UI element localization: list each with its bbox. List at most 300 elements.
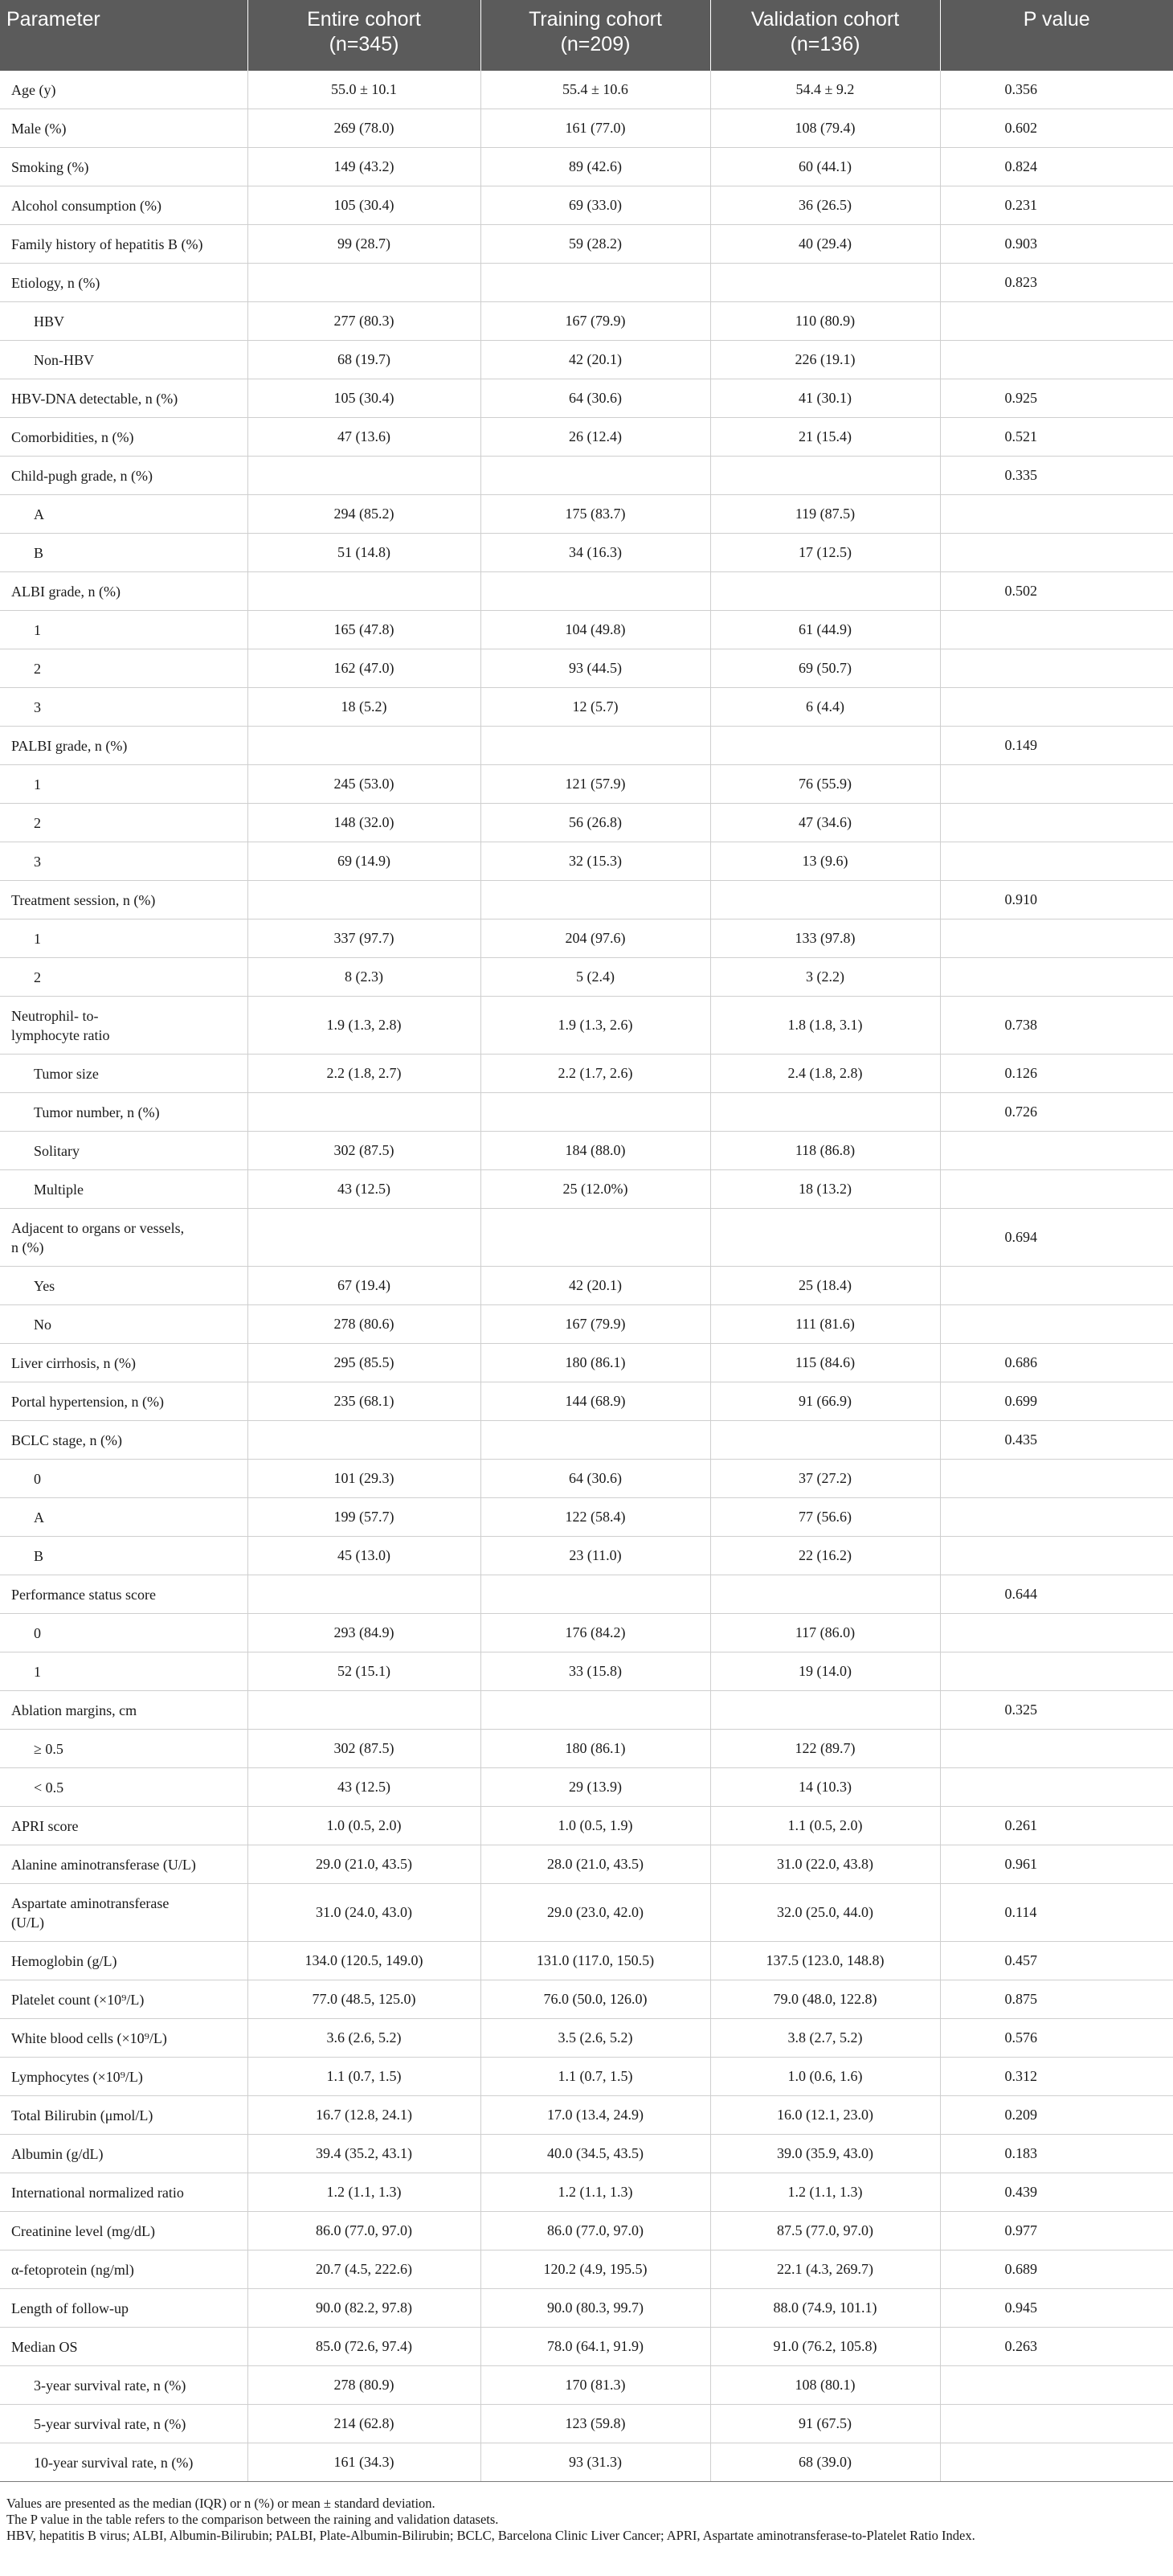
p-value-cell: 0.312 — [940, 2058, 1173, 2096]
table-row — [0, 1170, 1173, 1209]
header-validation-cohort-n: (n=136) — [790, 33, 860, 55]
training-cohort-cell: 1.0 (0.5, 1.9) — [480, 1807, 710, 1845]
training-cohort-cell: 104 (49.8) — [480, 611, 710, 649]
table-row — [0, 1768, 1173, 1807]
validation-cohort-cell: 16.0 (12.1, 23.0) — [710, 2096, 940, 2135]
p-value-cell: 0.521 — [940, 418, 1173, 457]
training-cohort-cell: 3.5 (2.6, 5.2) — [480, 2019, 710, 2058]
training-cohort-cell: 59 (28.2) — [480, 225, 710, 264]
training-cohort-cell: 40.0 (34.5, 43.5) — [480, 2135, 710, 2173]
table-row — [0, 2250, 1173, 2289]
header-p-value: P value — [940, 0, 1173, 71]
footnote-p-value: The P value in the table refers to the comparison between the raining and validation datasets. — [6, 2512, 499, 2527]
validation-cohort-cell: 79.0 (48.0, 122.8) — [710, 1980, 940, 2019]
training-cohort-cell: 122 (58.4) — [480, 1498, 710, 1537]
parameter-cell: Multiple — [0, 1170, 247, 1209]
p-value-cell: 0.502 — [940, 572, 1173, 611]
header-training-cohort-n: (n=209) — [560, 33, 631, 55]
validation-cohort-cell: 133 (97.8) — [710, 919, 940, 958]
validation-cohort-cell — [710, 1575, 940, 1614]
parameter-cell: HBV — [0, 302, 247, 341]
parameter-cell: 0 — [0, 1614, 247, 1652]
entire-cohort-cell: 20.7 (4.5, 222.6) — [247, 2250, 480, 2289]
entire-cohort-cell — [247, 1209, 480, 1267]
validation-cohort-cell: 76 (55.9) — [710, 765, 940, 804]
parameter-cell: Tumor number, n (%) — [0, 1093, 247, 1132]
table-row — [0, 109, 1173, 148]
training-cohort-cell — [480, 1421, 710, 1460]
entire-cohort-cell — [247, 1575, 480, 1614]
training-cohort-cell: 90.0 (80.3, 99.7) — [480, 2289, 710, 2328]
training-cohort-cell — [480, 457, 710, 495]
table-footnotes — [0, 2482, 1173, 2544]
parameter-cell: White blood cells (×10⁹/L) — [0, 2019, 247, 2058]
parameter-cell: 2 — [0, 958, 247, 997]
validation-cohort-cell: 69 (50.7) — [710, 649, 940, 688]
validation-cohort-cell: 108 (79.4) — [710, 109, 940, 148]
entire-cohort-cell: 1.2 (1.1, 1.3) — [247, 2173, 480, 2212]
table-row — [0, 2173, 1173, 2212]
table-row — [0, 2019, 1173, 2058]
table-row — [0, 1980, 1173, 2019]
training-cohort-cell: 2.2 (1.7, 2.6) — [480, 1055, 710, 1093]
parameter-line: lymphocyte ratio — [11, 1026, 110, 1043]
parameter-cell: Performance status score — [0, 1575, 247, 1614]
training-cohort-cell: 180 (86.1) — [480, 1730, 710, 1768]
table-body — [0, 71, 1173, 2482]
p-value-cell — [940, 1305, 1173, 1344]
table-row — [0, 1537, 1173, 1575]
parameter-cell: 1 — [0, 919, 247, 958]
validation-cohort-cell: 32.0 (25.0, 44.0) — [710, 1884, 940, 1942]
entire-cohort-cell: 101 (29.3) — [247, 1460, 480, 1498]
table-row — [0, 1884, 1173, 1942]
training-cohort-cell — [480, 881, 710, 919]
p-value-cell — [940, 495, 1173, 534]
training-cohort-cell — [480, 1691, 710, 1730]
training-cohort-cell — [480, 264, 710, 302]
training-cohort-cell: 123 (59.8) — [480, 2405, 710, 2443]
parameter-cell: 10-year survival rate, n (%) — [0, 2443, 247, 2482]
p-value-cell — [940, 1498, 1173, 1537]
table-row — [0, 2405, 1173, 2443]
parameter-line: Aspartate aminotransferase — [11, 1894, 170, 1911]
parameter-cell: APRI score — [0, 1807, 247, 1845]
entire-cohort-cell: 99 (28.7) — [247, 225, 480, 264]
validation-cohort-cell: 91 (66.9) — [710, 1382, 940, 1421]
validation-cohort-cell: 91.0 (76.2, 105.8) — [710, 2328, 940, 2366]
p-value-cell — [940, 1170, 1173, 1209]
entire-cohort-cell: 77.0 (48.5, 125.0) — [247, 1980, 480, 2019]
p-value-cell: 0.231 — [940, 186, 1173, 225]
entire-cohort-cell: 31.0 (24.0, 43.0) — [247, 1884, 480, 1942]
parameter-cell: Non-HBV — [0, 341, 247, 379]
entire-cohort-cell: 2.2 (1.8, 2.7) — [247, 1055, 480, 1093]
entire-cohort-cell: 302 (87.5) — [247, 1132, 480, 1170]
entire-cohort-cell: 39.4 (35.2, 43.1) — [247, 2135, 480, 2173]
training-cohort-cell: 55.4 ± 10.6 — [480, 71, 710, 109]
parameter-cell: Lymphocytes (×10⁹/L) — [0, 2058, 247, 2096]
entire-cohort-cell: 162 (47.0) — [247, 649, 480, 688]
table-row — [0, 881, 1173, 919]
p-value-cell: 0.875 — [940, 1980, 1173, 2019]
validation-cohort-cell: 17 (12.5) — [710, 534, 940, 572]
training-cohort-cell: 167 (79.9) — [480, 1305, 710, 1344]
validation-cohort-cell: 88.0 (74.9, 101.1) — [710, 2289, 940, 2328]
p-value-cell: 0.694 — [940, 1209, 1173, 1267]
table-row — [0, 1267, 1173, 1305]
table-row — [0, 611, 1173, 649]
validation-cohort-cell: 14 (10.3) — [710, 1768, 940, 1807]
training-cohort-cell: 1.9 (1.3, 2.6) — [480, 997, 710, 1055]
table-row — [0, 1093, 1173, 1132]
validation-cohort-cell: 110 (80.9) — [710, 302, 940, 341]
p-value-cell: 0.183 — [940, 2135, 1173, 2173]
validation-cohort-cell: 21 (15.4) — [710, 418, 940, 457]
table-row — [0, 495, 1173, 534]
validation-cohort-cell: 68 (39.0) — [710, 2443, 940, 2482]
validation-cohort-cell: 40 (29.4) — [710, 225, 940, 264]
entire-cohort-cell: 16.7 (12.8, 24.1) — [247, 2096, 480, 2135]
table-row — [0, 1421, 1173, 1460]
parameter-cell: 5-year survival rate, n (%) — [0, 2405, 247, 2443]
training-cohort-cell: 25 (12.0%) — [480, 1170, 710, 1209]
entire-cohort-cell: 29.0 (21.0, 43.5) — [247, 1845, 480, 1884]
footnote-values-presented: Values are presented as the median (IQR) or n (%) or mean ± standard deviation. — [6, 2496, 435, 2511]
p-value-cell: 0.726 — [940, 1093, 1173, 1132]
training-cohort-cell: 64 (30.6) — [480, 1460, 710, 1498]
training-cohort-cell: 69 (33.0) — [480, 186, 710, 225]
parameter-cell: HBV-DNA detectable, n (%) — [0, 379, 247, 418]
p-value-cell — [940, 534, 1173, 572]
entire-cohort-cell: 1.0 (0.5, 2.0) — [247, 1807, 480, 1845]
parameter-cell: Length of follow-up — [0, 2289, 247, 2328]
table-row — [0, 1691, 1173, 1730]
training-cohort-cell: 93 (31.3) — [480, 2443, 710, 2482]
p-value-cell: 0.699 — [940, 1382, 1173, 1421]
parameter-cell: International normalized ratio — [0, 2173, 247, 2212]
entire-cohort-cell: 148 (32.0) — [247, 804, 480, 842]
validation-cohort-cell: 1.2 (1.1, 1.3) — [710, 2173, 940, 2212]
p-value-cell — [940, 1460, 1173, 1498]
training-cohort-cell: 34 (16.3) — [480, 534, 710, 572]
table-row — [0, 148, 1173, 186]
training-cohort-cell: 175 (83.7) — [480, 495, 710, 534]
validation-cohort-cell: 1.1 (0.5, 2.0) — [710, 1807, 940, 1845]
p-value-cell: 0.261 — [940, 1807, 1173, 1845]
validation-cohort-cell: 60 (44.1) — [710, 148, 940, 186]
entire-cohort-cell: 1.1 (0.7, 1.5) — [247, 2058, 480, 2096]
header-entire-cohort — [247, 0, 480, 71]
table-row — [0, 2058, 1173, 2096]
entire-cohort-cell: 45 (13.0) — [247, 1537, 480, 1575]
p-value-cell: 0.209 — [940, 2096, 1173, 2135]
entire-cohort-cell: 55.0 ± 10.1 — [247, 71, 480, 109]
p-value-cell: 0.263 — [940, 2328, 1173, 2366]
parameter-cell: Comorbidities, n (%) — [0, 418, 247, 457]
p-value-cell: 0.738 — [940, 997, 1173, 1055]
p-value-cell — [940, 341, 1173, 379]
entire-cohort-cell: 86.0 (77.0, 97.0) — [247, 2212, 480, 2250]
training-cohort-cell: 33 (15.8) — [480, 1652, 710, 1691]
training-cohort-cell — [480, 1093, 710, 1132]
validation-cohort-cell: 2.4 (1.8, 2.8) — [710, 1055, 940, 1093]
training-cohort-cell: 1.2 (1.1, 1.3) — [480, 2173, 710, 2212]
p-value-cell — [940, 1730, 1173, 1768]
validation-cohort-cell: 54.4 ± 9.2 — [710, 71, 940, 109]
parameter-line: (U/L) — [11, 1914, 44, 1931]
table-row — [0, 225, 1173, 264]
parameter-cell: Male (%) — [0, 109, 247, 148]
table-row — [0, 1132, 1173, 1170]
p-value-cell — [940, 649, 1173, 688]
parameter-cell: B — [0, 534, 247, 572]
validation-cohort-cell: 119 (87.5) — [710, 495, 940, 534]
table-row — [0, 1344, 1173, 1382]
p-value-cell: 0.689 — [940, 2250, 1173, 2289]
parameter-cell: 2 — [0, 804, 247, 842]
parameter-cell: Ablation margins, cm — [0, 1691, 247, 1730]
entire-cohort-cell: 161 (34.3) — [247, 2443, 480, 2482]
parameter-cell: Solitary — [0, 1132, 247, 1170]
validation-cohort-cell: 37 (27.2) — [710, 1460, 940, 1498]
table-row — [0, 2289, 1173, 2328]
parameter-cell: Smoking (%) — [0, 148, 247, 186]
training-cohort-cell — [480, 572, 710, 611]
parameter-cell: Etiology, n (%) — [0, 264, 247, 302]
entire-cohort-cell: 69 (14.9) — [247, 842, 480, 881]
parameter-cell: PALBI grade, n (%) — [0, 727, 247, 765]
parameter-cell: Creatinine level (mg/dL) — [0, 2212, 247, 2250]
table-row — [0, 379, 1173, 418]
entire-cohort-cell: 295 (85.5) — [247, 1344, 480, 1382]
p-value-cell: 0.977 — [940, 2212, 1173, 2250]
p-value-cell: 0.824 — [940, 148, 1173, 186]
header-entire-cohort-label: Entire cohort — [307, 8, 421, 31]
validation-cohort-cell: 87.5 (77.0, 97.0) — [710, 2212, 940, 2250]
entire-cohort-cell: 105 (30.4) — [247, 379, 480, 418]
training-cohort-cell: 131.0 (117.0, 150.5) — [480, 1942, 710, 1980]
parameter-cell: Hemoglobin (g/L) — [0, 1942, 247, 1980]
parameter-cell: Liver cirrhosis, n (%) — [0, 1344, 247, 1382]
parameter-cell: 3 — [0, 842, 247, 881]
training-cohort-cell: 78.0 (64.1, 91.9) — [480, 2328, 710, 2366]
entire-cohort-cell: 43 (12.5) — [247, 1768, 480, 1807]
training-cohort-cell: 26 (12.4) — [480, 418, 710, 457]
validation-cohort-cell: 226 (19.1) — [710, 341, 940, 379]
table-row — [0, 804, 1173, 842]
p-value-cell: 0.961 — [940, 1845, 1173, 1884]
table-row — [0, 1498, 1173, 1537]
header-validation-cohort — [710, 0, 940, 71]
entire-cohort-cell — [247, 881, 480, 919]
p-value-cell: 0.576 — [940, 2019, 1173, 2058]
validation-cohort-cell: 6 (4.4) — [710, 688, 940, 727]
validation-cohort-cell: 47 (34.6) — [710, 804, 940, 842]
entire-cohort-cell: 199 (57.7) — [247, 1498, 480, 1537]
p-value-cell — [940, 1267, 1173, 1305]
table-row — [0, 1652, 1173, 1691]
parameter-cell: A — [0, 495, 247, 534]
table-row — [0, 186, 1173, 225]
training-cohort-cell: 23 (11.0) — [480, 1537, 710, 1575]
training-cohort-cell — [480, 1209, 710, 1267]
entire-cohort-cell: 1.9 (1.3, 2.8) — [247, 997, 480, 1055]
p-value-cell: 0.335 — [940, 457, 1173, 495]
validation-cohort-cell: 3.8 (2.7, 5.2) — [710, 2019, 940, 2058]
validation-cohort-cell — [710, 1691, 940, 1730]
training-cohort-cell: 56 (26.8) — [480, 804, 710, 842]
table-row — [0, 649, 1173, 688]
parameter-cell: 1 — [0, 765, 247, 804]
parameter-line: Neutrophil- to- — [11, 1007, 99, 1024]
validation-cohort-cell: 61 (44.9) — [710, 611, 940, 649]
entire-cohort-cell: 149 (43.2) — [247, 148, 480, 186]
table-row — [0, 1730, 1173, 1768]
parameter-cell: Albumin (g/dL) — [0, 2135, 247, 2173]
entire-cohort-cell — [247, 1093, 480, 1132]
table-row — [0, 919, 1173, 958]
validation-cohort-cell: 41 (30.1) — [710, 379, 940, 418]
parameter-cell: Age (y) — [0, 71, 247, 109]
training-cohort-cell: 180 (86.1) — [480, 1344, 710, 1382]
parameter-cell: ≥ 0.5 — [0, 1730, 247, 1768]
entire-cohort-cell: 278 (80.9) — [247, 2366, 480, 2405]
training-cohort-cell: 76.0 (50.0, 126.0) — [480, 1980, 710, 2019]
entire-cohort-cell: 214 (62.8) — [247, 2405, 480, 2443]
validation-cohort-cell: 1.8 (1.8, 3.1) — [710, 997, 940, 1055]
p-value-cell: 0.126 — [940, 1055, 1173, 1093]
table-row — [0, 1845, 1173, 1884]
validation-cohort-cell: 22 (16.2) — [710, 1537, 940, 1575]
table-row — [0, 1460, 1173, 1498]
parameter-cell: Platelet count (×10⁹/L) — [0, 1980, 247, 2019]
parameter-cell: Alanine aminotransferase (U/L) — [0, 1845, 247, 1884]
table-row — [0, 1055, 1173, 1093]
p-value-cell: 0.823 — [940, 264, 1173, 302]
table-row — [0, 1942, 1173, 1980]
training-cohort-cell: 12 (5.7) — [480, 688, 710, 727]
p-value-cell — [940, 302, 1173, 341]
training-cohort-cell: 120.2 (4.9, 195.5) — [480, 2250, 710, 2289]
entire-cohort-cell — [247, 727, 480, 765]
entire-cohort-cell — [247, 264, 480, 302]
validation-cohort-cell: 1.0 (0.6, 1.6) — [710, 2058, 940, 2096]
entire-cohort-cell: 85.0 (72.6, 97.4) — [247, 2328, 480, 2366]
training-cohort-cell: 28.0 (21.0, 43.5) — [480, 1845, 710, 1884]
p-value-cell: 0.903 — [940, 225, 1173, 264]
table-row — [0, 534, 1173, 572]
parameter-cell: Portal hypertension, n (%) — [0, 1382, 247, 1421]
p-value-cell: 0.356 — [940, 71, 1173, 109]
training-cohort-cell: 64 (30.6) — [480, 379, 710, 418]
entire-cohort-cell: 235 (68.1) — [247, 1382, 480, 1421]
p-value-cell — [940, 2443, 1173, 2482]
validation-cohort-cell: 3 (2.2) — [710, 958, 940, 997]
parameter-cell: Yes — [0, 1267, 247, 1305]
entire-cohort-cell — [247, 1691, 480, 1730]
parameter-cell: 3-year survival rate, n (%) — [0, 2366, 247, 2405]
entire-cohort-cell: 165 (47.8) — [247, 611, 480, 649]
p-value-cell — [940, 1768, 1173, 1807]
training-cohort-cell: 121 (57.9) — [480, 765, 710, 804]
parameter-cell: A — [0, 1498, 247, 1537]
validation-cohort-cell: 118 (86.8) — [710, 1132, 940, 1170]
training-cohort-cell: 42 (20.1) — [480, 341, 710, 379]
validation-cohort-cell: 25 (18.4) — [710, 1267, 940, 1305]
table-row — [0, 418, 1173, 457]
training-cohort-cell: 161 (77.0) — [480, 109, 710, 148]
parameter-cell: 1 — [0, 1652, 247, 1691]
entire-cohort-cell: 269 (78.0) — [247, 109, 480, 148]
training-cohort-cell: 1.1 (0.7, 1.5) — [480, 2058, 710, 2096]
entire-cohort-cell: 90.0 (82.2, 97.8) — [247, 2289, 480, 2328]
entire-cohort-cell: 245 (53.0) — [247, 765, 480, 804]
parameter-cell: Alcohol consumption (%) — [0, 186, 247, 225]
entire-cohort-cell — [247, 457, 480, 495]
parameter-cell — [0, 1884, 247, 1942]
table-row — [0, 2366, 1173, 2405]
parameter-cell — [0, 997, 247, 1055]
parameter-cell: Family history of hepatitis B (%) — [0, 225, 247, 264]
parameter-line: Adjacent to organs or vessels, — [11, 1219, 185, 1236]
p-value-cell — [940, 1132, 1173, 1170]
footnote-abbreviations: HBV, hepatitis B virus; ALBI, Albumin-Bilirubin; PALBI, Plate-Albumin-Bilirubin; BCLC, Barcelona Clinic Liver Cancer; APRI, Aspartate aminotransferase-to-Platelet Ratio Index. — [6, 2528, 975, 2543]
training-cohort-cell: 89 (42.6) — [480, 148, 710, 186]
training-cohort-cell: 29 (13.9) — [480, 1768, 710, 1807]
p-value-cell: 0.602 — [940, 109, 1173, 148]
entire-cohort-cell: 47 (13.6) — [247, 418, 480, 457]
entire-cohort-cell: 105 (30.4) — [247, 186, 480, 225]
training-cohort-cell: 93 (44.5) — [480, 649, 710, 688]
entire-cohort-cell: 302 (87.5) — [247, 1730, 480, 1768]
parameter-cell: Tumor size — [0, 1055, 247, 1093]
header-training-cohort-label: Training cohort — [529, 8, 662, 31]
table-row — [0, 1614, 1173, 1652]
table-row — [0, 1382, 1173, 1421]
parameter-line: n (%) — [11, 1239, 44, 1255]
validation-cohort-cell — [710, 264, 940, 302]
table-row — [0, 842, 1173, 881]
validation-cohort-cell: 108 (80.1) — [710, 2366, 940, 2405]
validation-cohort-cell — [710, 572, 940, 611]
table-row — [0, 457, 1173, 495]
training-cohort-cell: 184 (88.0) — [480, 1132, 710, 1170]
table-row — [0, 2135, 1173, 2173]
table-row — [0, 2212, 1173, 2250]
header-validation-cohort-label: Validation cohort — [750, 8, 900, 31]
p-value-cell — [940, 804, 1173, 842]
header-parameter: Parameter — [0, 0, 247, 71]
validation-cohort-cell: 91 (67.5) — [710, 2405, 940, 2443]
entire-cohort-cell: 43 (12.5) — [247, 1170, 480, 1209]
table-row — [0, 958, 1173, 997]
training-cohort-cell: 5 (2.4) — [480, 958, 710, 997]
table-row — [0, 1807, 1173, 1845]
parameter-cell: α-fetoprotein (ng/ml) — [0, 2250, 247, 2289]
p-value-cell: 0.325 — [940, 1691, 1173, 1730]
parameter-cell: Total Bilirubin (μmol/L) — [0, 2096, 247, 2135]
p-value-cell: 0.114 — [940, 1884, 1173, 1942]
parameter-cell: No — [0, 1305, 247, 1344]
header-entire-cohort-n: (n=345) — [329, 33, 399, 55]
p-value-cell: 0.910 — [940, 881, 1173, 919]
training-cohort-cell: 42 (20.1) — [480, 1267, 710, 1305]
validation-cohort-cell: 19 (14.0) — [710, 1652, 940, 1691]
p-value-cell: 0.686 — [940, 1344, 1173, 1382]
validation-cohort-cell — [710, 457, 940, 495]
parameter-cell: 1 — [0, 611, 247, 649]
